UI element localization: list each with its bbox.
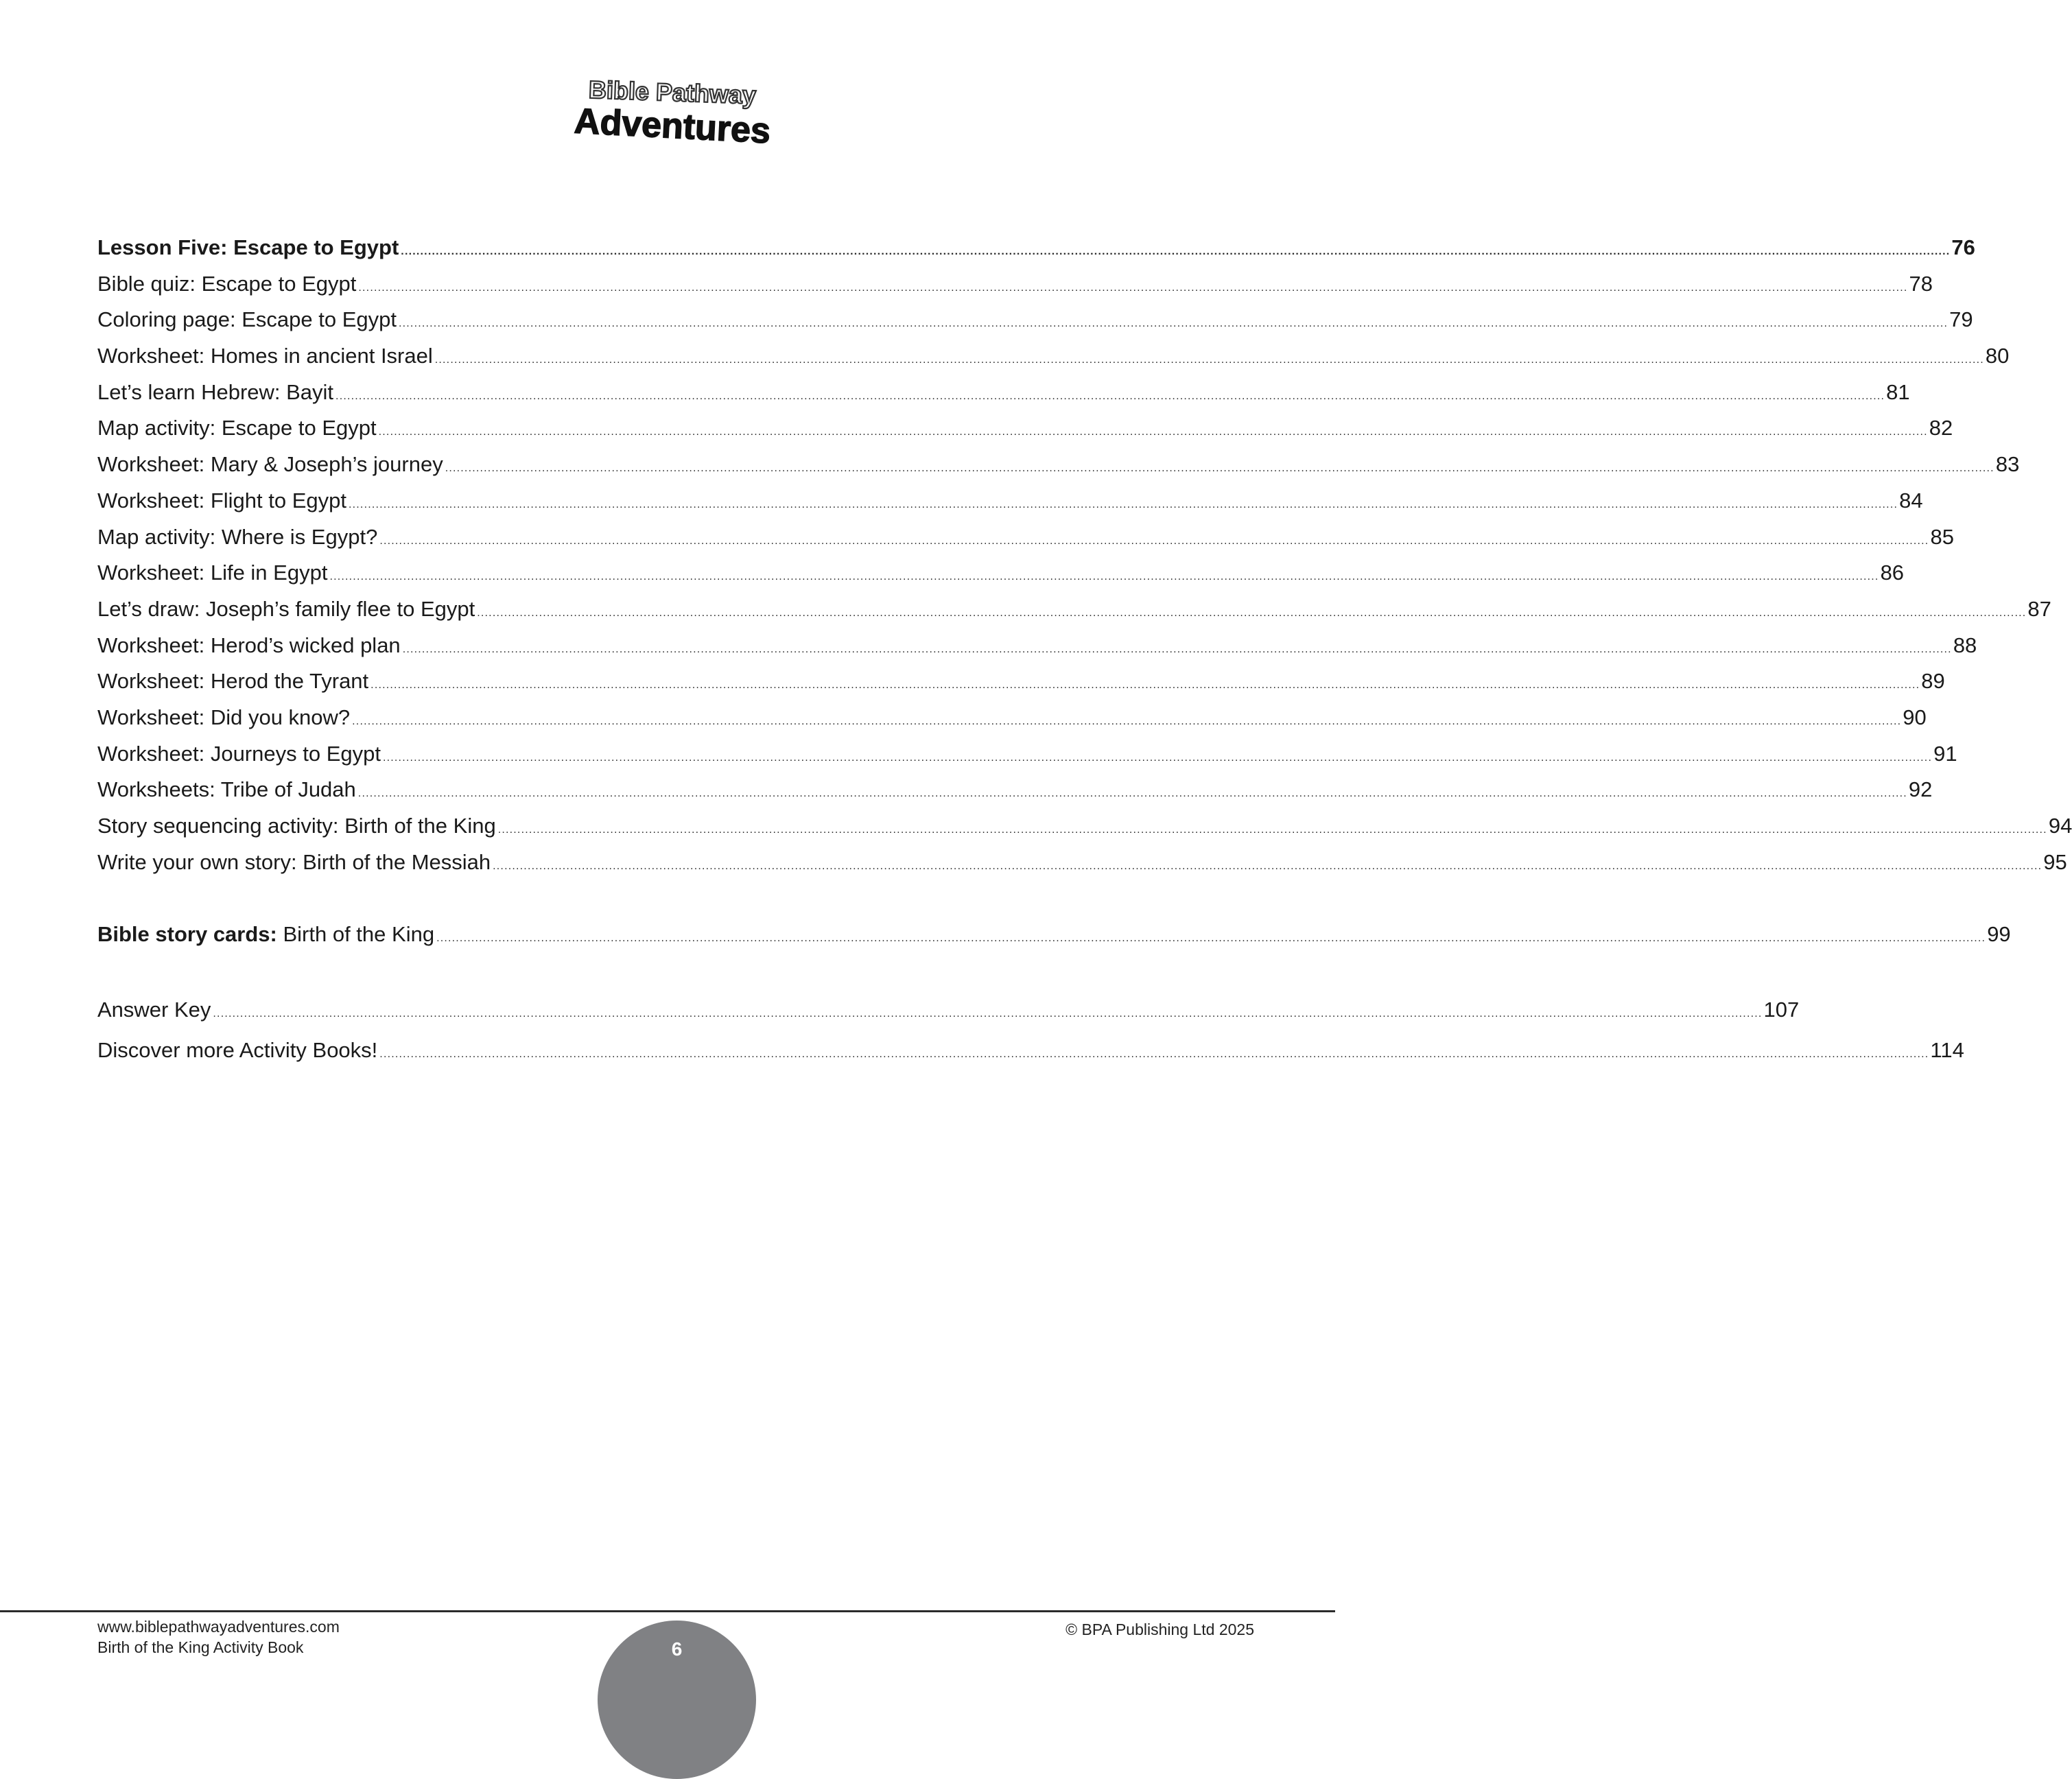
toc-entry [97,700,1927,736]
dot-leader: ................................................................................................................................................................................................................................................................................................................................................................................................................ [497,824,2047,836]
dot-leader: ................................................................................................................................................................................................................................................................................................................................................................................................................ [335,390,1885,402]
story-cards-title: Birth of the King [276,922,435,947]
toc-entry-title: Worksheet: Herod’s wicked plan [97,633,401,657]
toc-entry-title: Worksheet: Journeys to Egypt [97,741,381,766]
toc-entry-title: Worksheet: Homes in ancient Israel [97,344,433,368]
toc-entry [97,772,1933,808]
toc-entry-page: 89 [1921,669,1945,694]
toc-entry [97,808,2072,845]
toc-entry-title: Let’s draw: Joseph’s family flee to Egypt [97,596,475,621]
dot-leader: ................................................................................................................................................................................................................................................................................................................................................................................................................ [379,534,1929,547]
toc-entry [97,375,1910,411]
toc-entry [97,845,2067,881]
dot-leader: ................................................................................................................................................................................................................................................................................................................................................................................................................ [378,426,1928,438]
toc-entry-title: Map activity: Where is Egypt? [97,524,378,549]
toc-entry-title: Worksheet: Flight to Egypt [97,488,346,513]
toc-discover-entry [97,1030,1964,1070]
toc-entry-page: 88 [1953,633,1977,657]
footer-divider [0,1610,1335,1612]
toc-entry-page: 79 [1949,307,1973,332]
dot-leader: ................................................................................................................................................................................................................................................................................................................................................................................................................ [213,1008,1763,1020]
footer-copyright: © BPA Publishing Ltd 2025 [1066,1621,1254,1638]
dot-leader: ................................................................................................................................................................................................................................................................................................................................................................................................................ [358,281,1908,294]
toc-lesson-heading [97,230,1975,266]
dot-leader: ................................................................................................................................................................................................................................................................................................................................................................................................................ [445,462,1994,475]
toc-entry-title: Worksheets: Tribe of Judah [97,777,356,802]
toc-entry-page: 87 [2027,596,2051,621]
footer-website: www.biblepathwayadventures.com [97,1618,340,1636]
toc-entry-title: Worksheet: Life in Egypt [97,561,328,585]
toc-entry-page: 85 [1930,524,1954,549]
toc-entry-page: 90 [1903,705,1927,729]
table-of-contents [97,230,2072,1070]
toc-entry-page: 83 [1995,452,2020,477]
dot-leader: ................................................................................................................................................................................................................................................................................................................................................................................................................ [329,571,1879,583]
toc-entry [97,410,1953,447]
toc-entry-page: 86 [1880,561,1905,585]
toc-entry [97,338,2010,375]
dot-leader: ................................................................................................................................................................................................................................................................................................................................................................................................................ [401,246,1951,257]
footer-left [97,1616,340,1658]
toc-entry-title: Lesson Five: Escape to Egypt [97,235,399,259]
dot-leader: ................................................................................................................................................................................................................................................................................................................................................................................................................ [399,318,1949,330]
bible-pathway-adventures-logo [563,72,782,154]
svg-text:Bible Pathway: Bible Pathway [588,75,757,110]
toc-entry-title: Discover more Activity Books! [97,1038,378,1063]
dot-leader: ................................................................................................................................................................................................................................................................................................................................................................................................................ [370,679,1920,692]
page-number-badge [598,1621,756,1779]
toc-entry [97,591,2051,628]
toc-entry-page: 94 [2048,814,2072,838]
toc-entry-page: 80 [1985,344,2010,368]
toc-entry [97,447,2020,483]
dot-leader: ................................................................................................................................................................................................................................................................................................................................................................................................................ [493,860,2042,872]
toc-entry-page: 91 [1933,741,1957,766]
dot-leader: ................................................................................................................................................................................................................................................................................................................................................................................................................ [477,606,2027,619]
toc-entry-title: Story sequencing activity: Birth of the King [97,814,496,838]
toc-entry-title: Worksheet: Mary & Joseph’s journey [97,452,443,477]
footer-book-title: Birth of the King Activity Book [97,1638,304,1656]
dot-leader: ................................................................................................................................................................................................................................................................................................................................................................................................................ [352,715,1902,727]
dot-leader: ................................................................................................................................................................................................................................................................................................................................................................................................................ [382,751,1933,764]
toc-entry-title: Worksheet: Did you know? [97,705,351,729]
toc-entry-page: 82 [1929,416,1953,440]
toc-entry [97,555,1905,591]
toc-entry [97,736,1957,773]
toc-story-cards-entry [97,917,2011,953]
toc-entry [97,483,1923,519]
toc-entry [97,519,1954,556]
dot-leader: ................................................................................................................................................................................................................................................................................................................................................................................................................ [434,354,1984,366]
dot-leader: ................................................................................................................................................................................................................................................................................................................................................................................................................ [379,1048,1929,1061]
toc-entry-page: 78 [1909,271,1933,296]
toc-entry-page: 81 [1886,379,1910,404]
dot-leader: ................................................................................................................................................................................................................................................................................................................................................................................................................ [402,643,1952,655]
toc-entry-title: Coloring page: Escape to Egypt [97,307,397,332]
toc-entry [97,266,1933,303]
toc-entry-page: 76 [1951,235,1975,259]
toc-entry-page: 95 [2043,849,2067,874]
dot-leader: ................................................................................................................................................................................................................................................................................................................................................................................................................ [357,788,1907,800]
toc-entry-title: Let’s learn Hebrew: Bayit [97,379,334,404]
svg-text:Adventures: Adventures [573,101,772,152]
dot-leader: ................................................................................................................................................................................................................................................................................................................................................................................................................ [436,932,1986,945]
toc-entry-title: Worksheet: Herod the Tyrant [97,669,369,694]
toc-entry-page: 84 [1899,488,1923,513]
dot-leader: ................................................................................................................................................................................................................................................................................................................................................................................................................ [348,498,1898,510]
toc-entry-page: 99 [1987,922,2011,947]
toc-entry-title: Write your own story: Birth of the Messiah [97,849,491,874]
toc-entry-page: 107 [1763,998,1800,1022]
story-cards-label: Bible story cards: [97,922,277,947]
toc-entry-title: Answer Key [97,998,211,1022]
toc-entry [97,663,1945,700]
toc-entry-title: Bible quiz: Escape to Egypt [97,271,357,296]
toc-entry-title [97,917,434,953]
toc-answer-key-entry [97,989,1800,1030]
toc-entry-page: 114 [1930,1038,1964,1063]
page-number: 6 [671,1638,683,1660]
toc-entry [97,302,1973,338]
toc-entry-page: 92 [1908,777,1933,802]
toc-entry-title: Map activity: Escape to Egypt [97,416,377,440]
toc-entry [97,628,1977,664]
